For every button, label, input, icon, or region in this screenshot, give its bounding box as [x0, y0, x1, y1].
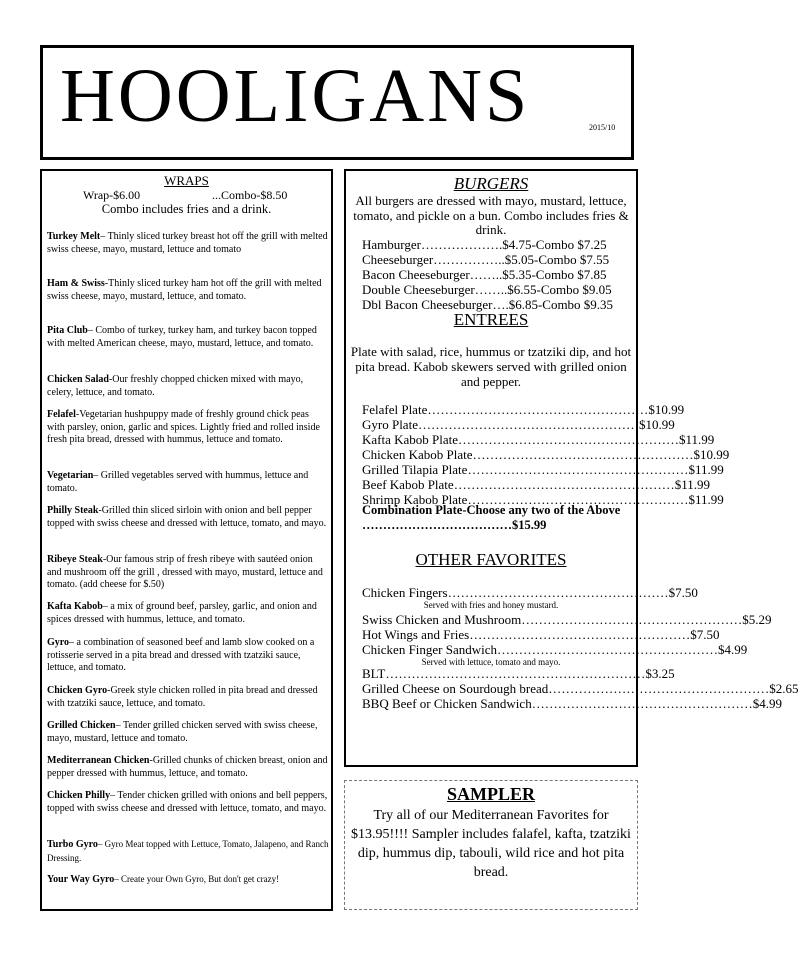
other-item [362, 612, 772, 627]
wrap-item-desc: – Create your Own Gyro, But don't get crazy! [114, 874, 280, 884]
entree-price: $10.99 [638, 417, 675, 432]
burger-item: Double Cheeseburger……..$6.55-Combo $9.05 [362, 282, 612, 297]
other-item-price: $4.99 [718, 642, 748, 657]
menu-version: 2015/10 [589, 123, 616, 132]
burger-item: Dbl Bacon Cheeseburger….$6.85-Combo $9.35 [362, 297, 614, 312]
entree-name: Shrimp Kabob Plate [362, 492, 468, 507]
other-item [362, 585, 698, 600]
other-item-name: Swiss Chicken and Mushroom [362, 612, 522, 627]
wrap-item-name: Vegetarian [47, 470, 94, 481]
other-item-price: $7.50 [690, 627, 720, 642]
sampler-description: Try all of our Mediterranean Favorites for $13.95!!!! Sampler includes falafel, kafta, tzatziki dip, hummus dip, tabouli, wild rice and hot pita bread. [351, 808, 631, 880]
other-item-name: Grilled Cheese on Sourdough bread [362, 681, 549, 696]
entree-item [362, 417, 675, 432]
wrap-item [47, 755, 329, 780]
wraps-combo-note: Combo includes fries and a drink. [101, 202, 272, 216]
dot-leader: …………………………………………… [458, 432, 680, 447]
entree-item [362, 432, 715, 447]
wrap-item-desc: – Thinly sliced turkey breast hot off the grill with melted swiss cheese, mayo, mustard, lettuce and tomato [47, 231, 328, 255]
other-item-name: Hot Wings and Fries [362, 627, 470, 642]
wrap-price: Wrap-$6.00 [83, 188, 141, 202]
entree-name: Grilled Tilapia Plate [362, 462, 468, 477]
other-item [362, 696, 782, 711]
wrap-item [47, 601, 329, 626]
entree-name: Kafta Kabob Plate [362, 432, 459, 447]
restaurant-logo: HOOLIGANS [60, 54, 531, 138]
wrap-item-desc: -Grilled chunks of chicken breast, onion and pepper dressed with hummus, lettuce, and tomato. [47, 755, 328, 779]
wrap-item-name: Gyro [47, 637, 70, 648]
dot-leader: …………………………………………… [472, 447, 694, 462]
wrap-item-desc: -Greek style chicken rolled in pita bread and dressed with tzatziki sauce, lettuce, and tomato. [47, 685, 318, 709]
dot-leader: …………………………………………… [417, 417, 639, 432]
entree-price: $11.99 [679, 432, 715, 447]
dot-leader: …………………………………………… [521, 612, 743, 627]
wrap-item-name: Grilled Chicken [47, 720, 116, 731]
wrap-item-desc: -Vegetarian hushpuppy made of freshly ground chick peas with parsley, onion, garlic and spices. Lightly fried and rolled inside fresh pita bread, dressed with hummus, lettuce and tomato. [47, 409, 320, 446]
wrap-item-desc: – Tender chicken grilled with onions and bell peppers, topped with swiss cheese and dressed with lettuce, tomato, and mayo. [47, 790, 328, 814]
wrap-item-desc: – Combo of turkey, turkey ham, and turkey bacon topped with melted American cheese, mayo, mustard, lettuce, and tomato. [47, 325, 317, 349]
wrap-item [47, 231, 329, 256]
entree-item [362, 462, 724, 477]
wrap-item-desc: – Grilled vegetables served with hummus, lettuce and tomato. [47, 470, 309, 494]
other-item [362, 642, 748, 657]
wrap-item-name: Ham & Swiss [47, 278, 105, 289]
wrap-item [47, 278, 329, 303]
wrap-item [47, 790, 329, 815]
wrap-item [47, 325, 329, 350]
dot-leader: …………………………………………… [469, 627, 691, 642]
entrees-description: Plate with salad, rice, hummus or tzatziki dip, and hot pita bread. Kabob skewers served with grilled onion and pepper. [350, 344, 632, 389]
entree-item [362, 402, 685, 417]
wrap-item-desc: -Grilled thin sliced sirloin with onion and bell pepper topped with swiss cheese and dressed with lettuce, tomato, and mayo. [47, 505, 327, 529]
wrap-item-name: Chicken Gyro [47, 685, 108, 696]
wrap-item [47, 505, 329, 530]
entree-price: $11.99 [688, 462, 724, 477]
wrap-item [47, 637, 329, 675]
burgers-title: BURGERS [453, 174, 529, 193]
dot-leader: …………………………………………… [497, 642, 719, 657]
other-item-price: $3.25 [645, 666, 675, 681]
entree-name: Chicken Kabob Plate [362, 447, 473, 462]
wrap-item [47, 838, 329, 865]
dot-leader: …………………………………………… [467, 492, 689, 507]
wrap-item-name: Philly Steak [47, 505, 99, 516]
other-item [362, 666, 675, 681]
wrap-item-name: Kafta Kabob [47, 601, 103, 612]
wrap-item-name: Chicken Philly [47, 790, 111, 801]
entree-name: Beef Kabob Plate [362, 477, 454, 492]
entree-price: $10.99 [693, 447, 730, 462]
burgers-description: All burgers are dressed with mayo, mustard, lettuce, tomato, and pickle on a bun. Combo includes fries & drink. [353, 193, 629, 237]
entree-name: Felafel Plate [362, 402, 428, 417]
wrap-item-name: Ribeye Steak [47, 554, 103, 565]
wrap-item-name: Mediterranean Chicken [47, 755, 150, 766]
wrap-item-desc: -Our famous strip of fresh ribeye with sautéed onion and mushroom off the grill , dressed with mayo, mustard, lettuce and tomato. (add cheese for $.50) [47, 554, 323, 591]
wrap-item [47, 873, 329, 887]
other-item-name: BBQ Beef or Chicken Sandwich [362, 696, 532, 711]
entree-name: Gyro Plate [362, 417, 418, 432]
dot-leader: …………………………………………… [531, 696, 753, 711]
entree-price: $10.99 [648, 402, 685, 417]
entree-price: $11.99 [674, 477, 710, 492]
wrap-item-name: Pita Club [47, 325, 88, 336]
wrap-item-name: Felafel [47, 409, 76, 420]
other-item-price: $2.65 [769, 681, 799, 696]
wrap-item-desc: – Tender grilled chicken served with swiss cheese, mayo, mustard, lettuce and tomato. [47, 720, 318, 744]
wrap-combo-price: ...Combo-$8.50 [212, 188, 288, 202]
wraps-title: WRAPS [164, 173, 209, 188]
entree-price: $11.99 [688, 492, 724, 507]
dot-leader: …………………………………………… [548, 681, 770, 696]
wrap-item-name: Chicken Salad [47, 374, 109, 385]
sampler-title: SAMPLER [446, 784, 535, 804]
dot-leader: …………………………………………… [447, 585, 669, 600]
wrap-item-name: Your Way Gyro [47, 874, 115, 885]
wrap-item-desc: – a combination of seasoned beef and lamb slow cooked on a rotisserie served in a pita bread and dressed with tzatziki sauce, lettuce, and tomato. [47, 637, 315, 674]
other-item-note: Served with lettuce, tomato and mayo. [421, 657, 561, 667]
wrap-item-name: Turbo Gyro [47, 839, 98, 850]
burger-item: Cheeseburger……………..$5.05-Combo $7.55 [362, 252, 610, 267]
wrap-item [47, 374, 329, 399]
other-item-name: Chicken Fingers [362, 585, 448, 600]
dot-leader: …………………………………………… [453, 477, 675, 492]
dot-leader: …………………………………………… [467, 462, 689, 477]
dot-leader: …………………………………………… [427, 402, 649, 417]
wrap-item-desc: – a mix of ground beef, parsley, garlic, and onion and spices dressed with hummus, lettuce, and tomato. [47, 601, 317, 625]
entree-item [362, 477, 710, 492]
other-item-price: $7.50 [668, 585, 698, 600]
wrap-item-desc: -Thinly sliced turkey ham hot off the grill with melted swiss cheese, mayo, mustard, lettuce, and tomato. [47, 278, 322, 302]
combination-plate: Combination Plate-Choose any two of the Above ………………………………$15.99 [362, 503, 621, 532]
other-item [362, 627, 720, 642]
wrap-item [47, 409, 329, 447]
entree-item [362, 447, 730, 462]
wrap-item [47, 470, 329, 495]
other-item-note: Served with fries and honey mustard. [423, 600, 559, 610]
wrap-item-name: Turkey Melt [47, 231, 101, 242]
burger-item: Hamburger……………….$4.75-Combo $7.25 [362, 237, 607, 252]
dot-leader: …………………………………………………… [385, 666, 646, 681]
burger-item: Bacon Cheeseburger……..$5.35-Combo $7.85 [362, 267, 607, 282]
other-item-price: $5.29 [742, 612, 772, 627]
entrees-title: ENTREES [453, 310, 529, 329]
wrap-item-desc: -Our freshly chopped chicken mixed with mayo, celery, lettuce, and tomato. [47, 374, 304, 398]
wrap-item [47, 554, 329, 592]
wrap-item-desc: – Gyro Meat topped with Lettuce, Tomato, Jalapeno, and Ranch Dressing. [47, 839, 329, 863]
other-item-name: BLT [362, 666, 386, 681]
other-item-name: Chicken Finger Sandwich [362, 642, 498, 657]
wrap-item [47, 720, 329, 745]
other-item-price: $4.99 [752, 696, 782, 711]
other-item [362, 681, 799, 696]
other-favorites-title: OTHER FAVORITES [415, 550, 567, 569]
wrap-item [47, 685, 329, 710]
